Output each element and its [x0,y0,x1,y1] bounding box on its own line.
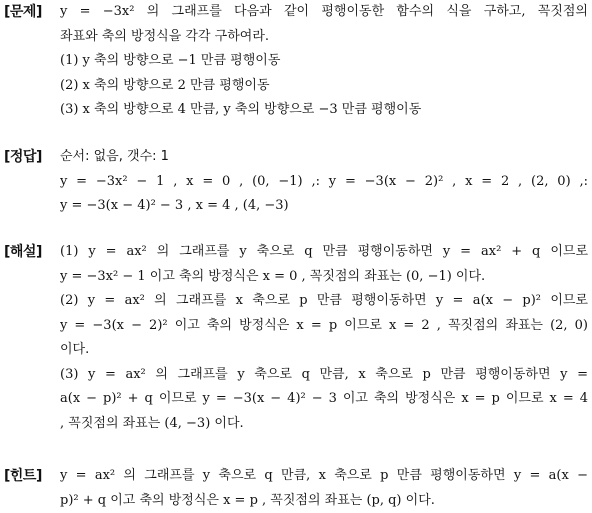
problem-body [60,0,588,123]
hint-tag: [힌트] [4,464,42,488]
hint-line: y = ax² 의 그래프를 y 축으로 q 만큼, x 축으로 p 만큼 평행이동하면 y = a(x − [60,464,588,489]
explanation-line: y = −3x² − 1 이고 축의 방정식은 x = 0 , 꼭짓점의 좌표는 (0, −1) 이다. [60,265,588,290]
explanation-line: a(x − p)² + q 이므로 y = −3(x − 4)² − 3 이고 축의 방정식은 x = p 이므로 x = 4 [60,387,588,412]
explanation-line: , 꼭짓점의 좌표는 (4, −3) 이다. [60,412,588,437]
hint-body [60,464,588,513]
answer-body [60,145,588,219]
problem-line: (2) x 축의 방향으로 2 만큼 평행이동 [60,74,588,99]
answer-section [4,145,588,219]
explanation-line: (1) y = ax² 의 그래프를 y 축으로 q 만큼 평행이동하면 y = ax² + q 이므로 [60,240,588,265]
explanation-section [4,240,588,436]
answer-line: y = −3x² − 1 , x = 0 , (0, −1) ,: y = −3(x − 2)² , x = 2 , (2, 0) ,: [60,170,588,195]
problem-section [4,0,588,123]
problem-line: y = −3x² 의 그래프를 다음과 같이 평행이동한 함수의 식을 구하고, 꼭짓점의 [60,0,588,25]
problem-line: 좌표와 축의 방정식을 각각 구하여라. [60,25,588,50]
explanation-line: y = −3(x − 2)² 이고 축의 방정식은 x = p 이므로 x = 2 , 꼭짓점의 좌표는 (2, 0) [60,314,588,339]
explanation-tag: [해설] [4,240,42,264]
answer-line: y = −3(x − 4)² − 3 , x = 4 , (4, −3) [60,194,588,219]
hint-section [4,464,588,513]
answer-tag: [정답] [4,145,42,169]
explanation-line: (3) y = ax² 의 그래프를 y 축으로 q 만큼, x 축으로 p 만큼 평행이동하면 y = [60,363,588,388]
explanation-body [60,240,588,436]
hint-line: p)² + q 이고 축의 방정식은 x = p , 꼭짓점의 좌표는 (p, q) 이다. [60,489,588,513]
problem-line: (1) y 축의 방향으로 −1 만큼 평행이동 [60,49,588,74]
answer-line: 순서: 없음, 갯수: 1 [60,145,588,170]
problem-line: (3) x 축의 방향으로 4 만큼, y 축의 방향으로 −3 만큼 평행이동 [60,98,588,123]
problem-tag: [문제] [4,0,42,24]
explanation-line: (2) y = ax² 의 그래프를 x 축으로 p 만큼 평행이동하면 y = a(x − p)² 이므로 [60,289,588,314]
explanation-line: 이다. [60,338,588,363]
